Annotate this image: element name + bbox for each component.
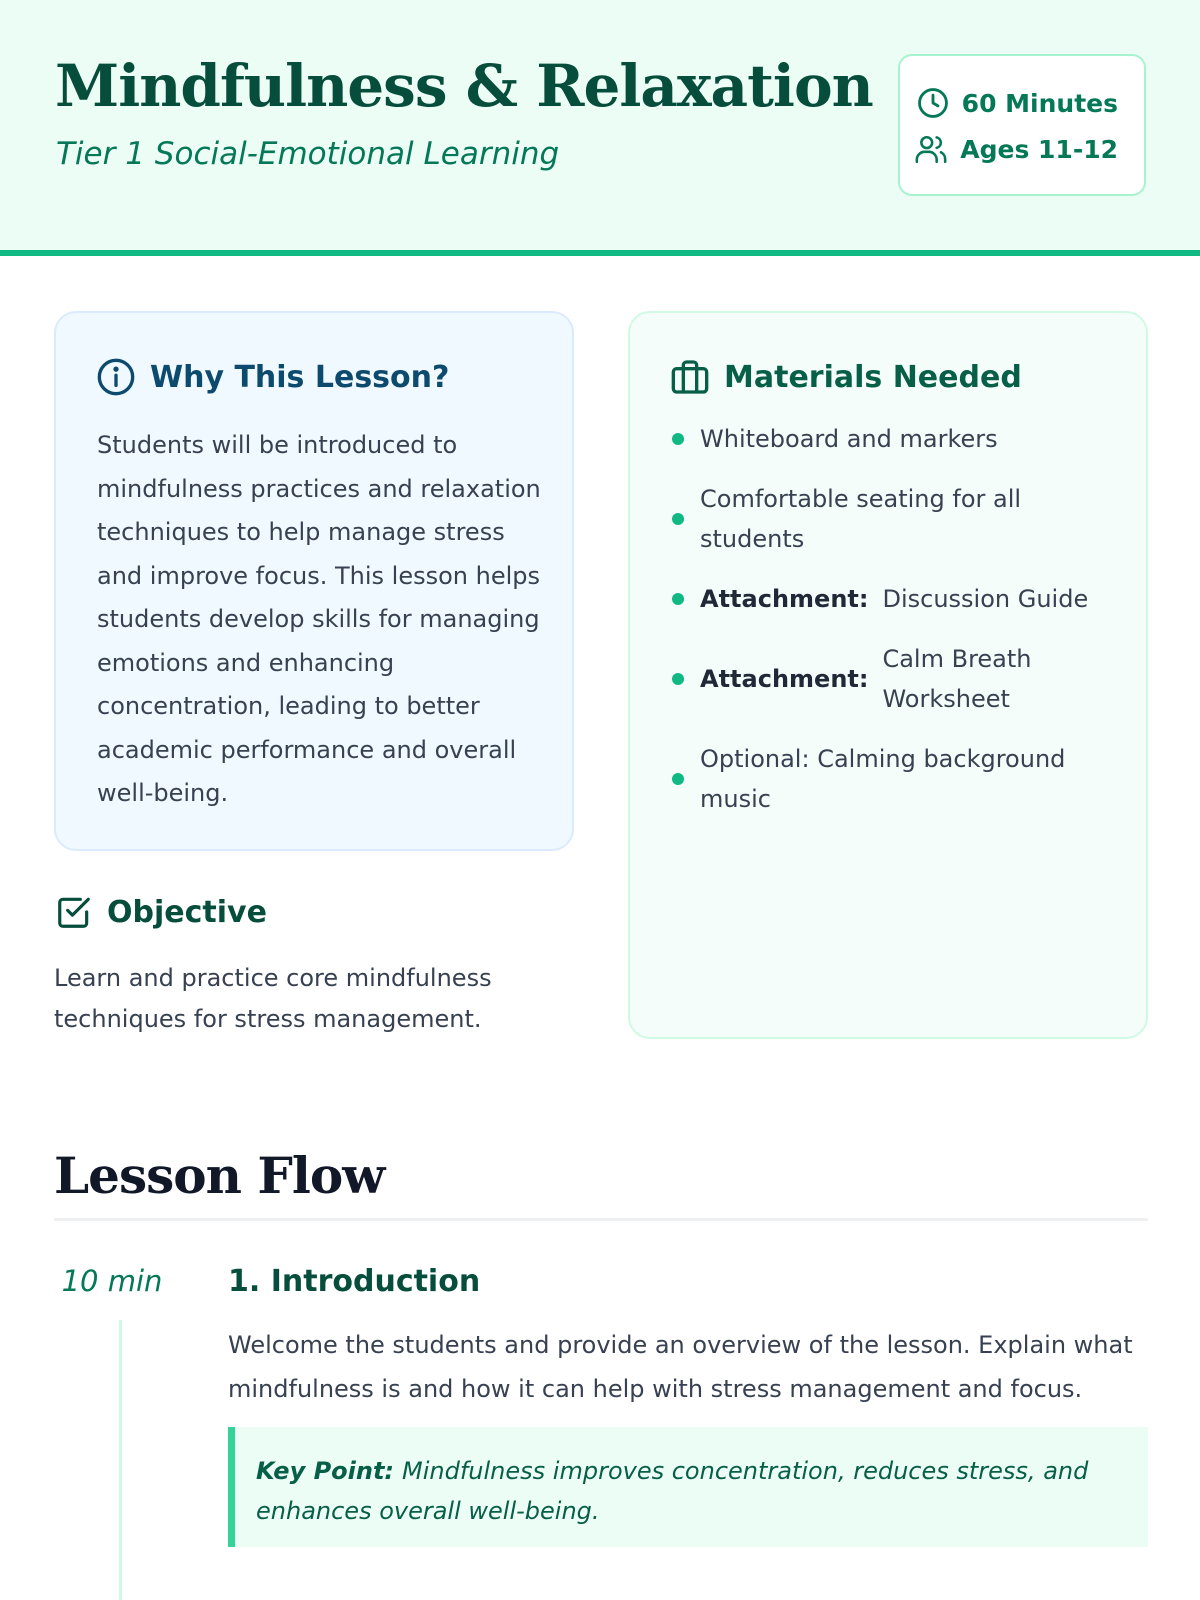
duration-text: 60 Minutes — [961, 88, 1118, 118]
ages-text: Ages 11-12 — [960, 134, 1118, 164]
clock-icon — [916, 86, 950, 120]
divider — [54, 1218, 1148, 1221]
list-item — [672, 419, 1092, 459]
key-point-label: Key Point: — [256, 1457, 395, 1485]
timeline-line — [119, 1320, 122, 1600]
info-icon — [96, 357, 136, 397]
list-item — [672, 639, 1092, 719]
why-card-title: Why This Lesson? — [150, 359, 450, 395]
bullet-dot — [672, 673, 684, 685]
list-item — [672, 579, 1092, 619]
objective-text: Learn and practice core mindfulness techniques for stress management. — [54, 964, 492, 1033]
lesson-header — [0, 0, 1200, 256]
key-point-callout — [228, 1427, 1148, 1547]
bullet-dot — [672, 513, 684, 525]
attachment-link[interactable]: Calm Breath Worksheet — [882, 645, 1032, 713]
check-square-icon — [55, 893, 93, 931]
step-duration: 10 min — [61, 1264, 163, 1298]
page-title: Mindfulness & Relaxation — [55, 52, 873, 120]
attachment-link[interactable]: Discussion Guide — [882, 585, 1089, 613]
step-title: 1. Introduction — [228, 1264, 481, 1299]
material-text: Optional: Calming background music — [700, 745, 1066, 813]
list-item — [672, 479, 1092, 559]
key-point-text: Mindfulness improves concentration, reduces stress, and enhances overall well-being. — [256, 1457, 1089, 1525]
ages-row — [914, 132, 1118, 166]
lesson-flow-title: Lesson Flow — [54, 1146, 385, 1205]
page-subtitle: Tier 1 Social-Emotional Learning — [56, 136, 560, 172]
materials-card-header — [670, 357, 1022, 397]
bullet-dot — [672, 773, 684, 785]
briefcase-icon — [670, 357, 710, 397]
bullet-dot — [672, 593, 684, 605]
why-this-lesson-card — [54, 311, 574, 851]
materials-card — [628, 311, 1148, 1039]
objective-title: Objective — [107, 894, 267, 930]
duration-row — [916, 86, 1118, 120]
material-text: Comfortable seating for all students — [700, 485, 1022, 553]
why-card-header — [96, 357, 449, 397]
lesson-meta-box — [898, 54, 1146, 196]
material-text: Whiteboard and markers — [700, 425, 998, 453]
attachment-label: Attachment: — [700, 585, 869, 613]
step-description: Welcome the students and provide an overview of the lesson. Explain what mindfulness is and how it can help with stress management and focus. — [228, 1331, 1133, 1403]
users-icon — [914, 132, 948, 166]
objective-header — [55, 893, 267, 931]
materials-list — [672, 419, 1092, 839]
attachment-label: Attachment: — [700, 665, 869, 693]
materials-card-title: Materials Needed — [724, 359, 1022, 395]
bullet-dot — [672, 433, 684, 445]
why-card-text: Students will be introduced to mindfulness practices and relaxation techniques to help manage stress and improve focus. This lesson helps students develop skills for managing emotions and enhancing concentration, leading to better academic performance and overall well-being. — [97, 431, 541, 807]
list-item — [672, 739, 1092, 819]
